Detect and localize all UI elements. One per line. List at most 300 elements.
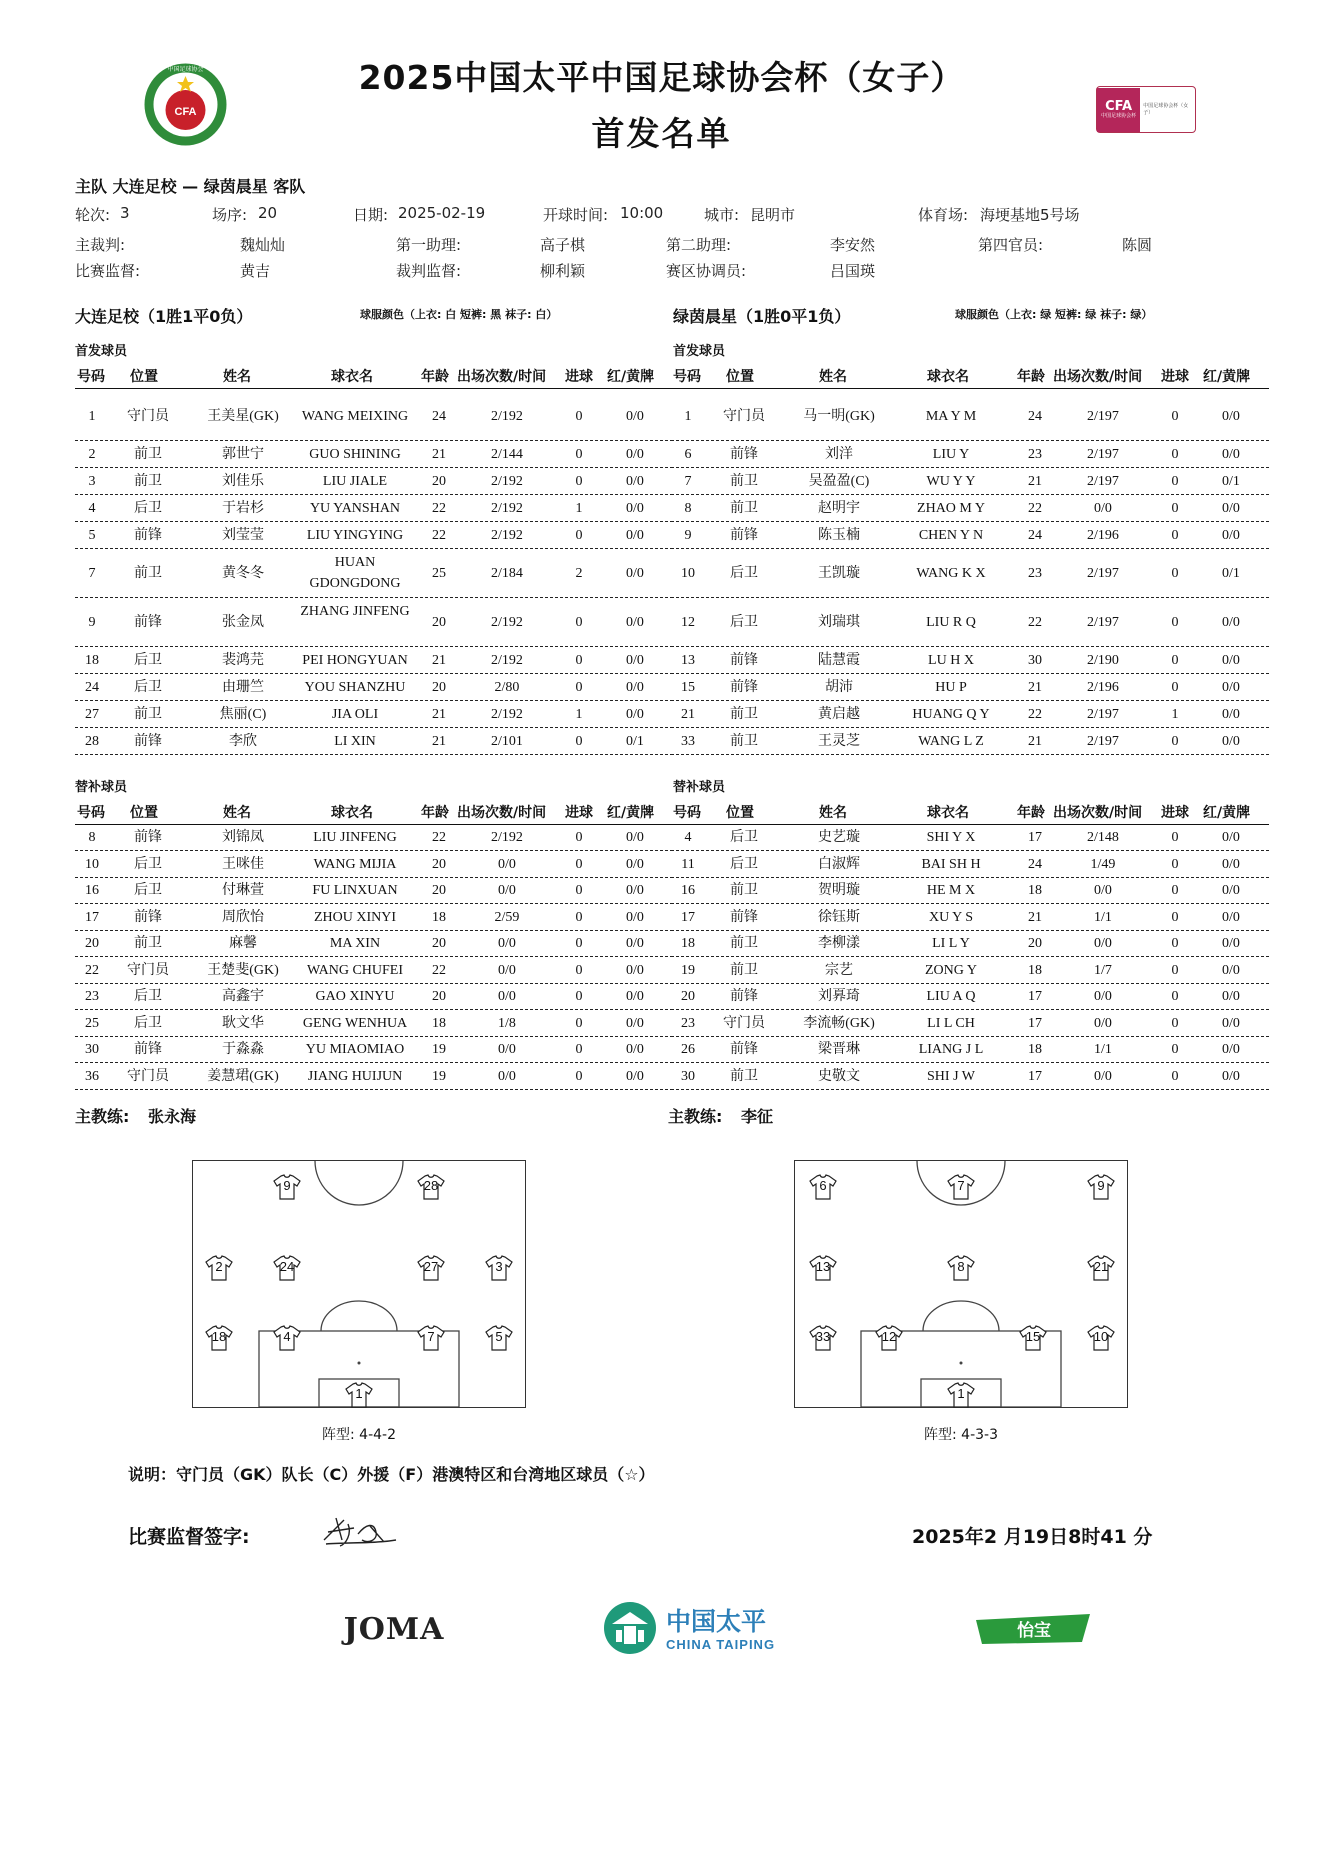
home-starters-age: 21	[432, 447, 446, 462]
home-subs-goals: 0	[575, 1042, 583, 1057]
home-pitch-shirt-number: 24	[279, 1259, 295, 1274]
home-pitch-shirt-number: 5	[495, 1329, 503, 1344]
home-coach-name: 张永海	[148, 1107, 197, 1126]
home-starters-number: 24	[85, 680, 99, 695]
round-value: 3	[120, 204, 130, 222]
home-subs-row-divider	[75, 1062, 673, 1063]
away-starters-age: 30	[1028, 653, 1042, 668]
svg-text:中国太平: 中国太平	[666, 1607, 767, 1636]
home-pitch-shirt-number: 3	[495, 1259, 503, 1274]
away-starters-appearances: 2/197	[1087, 707, 1119, 722]
home-starters-number: 27	[85, 707, 99, 722]
away-subs-name: 贺明璇	[818, 883, 860, 898]
away-subs-row-divider	[671, 1036, 1269, 1037]
home-starters-cards: 0/0	[626, 707, 644, 722]
home-subs-header-rule	[75, 824, 673, 825]
away-starters-age: 24	[1028, 409, 1042, 424]
away-subs-goals: 0	[1171, 1015, 1179, 1031]
away-pitch-shirt-number: 6	[819, 1178, 827, 1193]
away-starters-name: 王凯璇	[818, 566, 860, 581]
away-subs-name: 史敬文	[818, 1068, 860, 1084]
home-subs-cards: 0/0	[626, 1015, 644, 1031]
home-starters-appearances: 2/80	[494, 680, 520, 695]
home-subs-number: 10	[85, 856, 99, 872]
away-starters-header-col-name: 姓名	[819, 369, 847, 385]
away-subs-appearances: 0/0	[1094, 1068, 1112, 1084]
away-subs-cards: 0/0	[1222, 962, 1240, 978]
away-starters-cards: 0/0	[1222, 680, 1240, 695]
home-starters-position: 后卫	[134, 501, 162, 516]
home-subs-age: 20	[432, 883, 446, 898]
away-starters-cards: 0/0	[1222, 409, 1240, 424]
pitch-markings	[193, 1161, 525, 1407]
away-subs-number: 4	[684, 830, 692, 845]
away-subs-header-col-age: 年龄	[1017, 805, 1045, 821]
away-starters-position: 前卫	[730, 474, 758, 489]
home-subs-cards: 0/0	[626, 989, 644, 1004]
away-subs-row-divider	[671, 1009, 1269, 1010]
home-starters-cards: 0/0	[626, 653, 644, 668]
ar2-label: 第二助理:	[666, 236, 732, 254]
home-starters-row-divider	[75, 548, 673, 549]
away-subs-age: 17	[1028, 830, 1042, 845]
home-starters-position: 后卫	[134, 680, 162, 695]
home-subs-position: 前锋	[134, 830, 162, 845]
match-no-label: 场序:	[212, 206, 248, 224]
away-starters-name: 刘瑞琪	[818, 615, 860, 630]
home-starters-row-divider	[75, 440, 673, 441]
home-starters-header-col-shirt-name: 球衣名	[331, 369, 373, 385]
away-pitch-shirt	[809, 1325, 837, 1351]
away-starters-shirt-name: WU Y Y	[926, 474, 976, 489]
home-starters-cards: 0/0	[626, 566, 644, 581]
referee-value: 魏灿灿	[240, 236, 286, 254]
home-pitch-shirt	[273, 1325, 301, 1351]
home-pitch-shirt	[417, 1255, 445, 1281]
away-starters-cards: 0/0	[1222, 707, 1240, 722]
home-starters-cards: 0/0	[626, 447, 644, 462]
away-pitch-shirt	[1019, 1325, 1047, 1351]
away-subs-position: 前卫	[730, 936, 758, 951]
home-pitch-shirt-number: 18	[211, 1329, 227, 1344]
home-starters-appearances: 2/192	[491, 409, 523, 424]
home-subs-number: 17	[85, 909, 99, 925]
home-starters-position: 前卫	[134, 566, 162, 581]
away-subs-name: 刘奡琦	[818, 989, 860, 1004]
away-subs-position: 前卫	[730, 962, 758, 978]
away-pitch-shirt	[809, 1255, 837, 1281]
home-pitch-shirt-number: 28	[423, 1178, 439, 1193]
away-starters-number: 1	[684, 409, 692, 424]
ar1-label: 第一助理:	[396, 236, 462, 254]
home-subs-appearances: 0/0	[498, 989, 516, 1004]
home-pitch-shirt-number: 9	[283, 1178, 291, 1193]
home-subs-header-col-number: 号码	[77, 805, 105, 821]
date-value: 2025-02-19	[398, 204, 486, 222]
home-subs-shirt-name: FU LINXUAN	[312, 883, 398, 898]
home-subs-position: 后卫	[134, 1015, 162, 1031]
home-starters-position: 前卫	[134, 707, 162, 722]
home-subs-position: 前卫	[134, 936, 162, 951]
home-subs-appearances: 0/0	[498, 883, 516, 898]
home-subs-goals: 0	[575, 936, 583, 951]
away-starters-name: 马一明(GK)	[803, 409, 875, 424]
away-starters-header-col-shirt-name: 球衣名	[927, 369, 969, 385]
home-subs-label: 替补球员	[75, 780, 128, 795]
away-subs-name: 白淑辉	[818, 856, 860, 872]
away-starters-number: 12	[681, 615, 695, 630]
away-starters-header-col-cards: 红/黄牌	[1203, 369, 1251, 385]
away-starters-row-divider	[671, 754, 1269, 755]
page-title: 2025中国太平中国足球协会杯（女子）	[358, 58, 965, 97]
away-subs-position: 前锋	[730, 989, 758, 1004]
away-pitch-shirt-number: 12	[881, 1329, 897, 1344]
home-pitch-shirt-number: 1	[355, 1386, 363, 1401]
home-starters-header-col-number: 号码	[77, 369, 105, 385]
away-subs-position: 前卫	[730, 883, 758, 898]
home-starters-appearances: 2/184	[491, 566, 523, 581]
home-subs-shirt-name: WANG MIJIA	[313, 856, 397, 872]
home-starters-cards: 0/0	[626, 615, 644, 630]
away-subs-shirt-name: XU Y S	[928, 909, 974, 925]
away-starters-cards: 0/0	[1222, 734, 1240, 749]
home-starters-label: 首发球员	[75, 344, 128, 359]
svg-text:怡宝: 怡宝	[1017, 1621, 1051, 1641]
home-subs-cards: 0/0	[626, 909, 644, 925]
home-pitch-shirt	[273, 1174, 301, 1200]
home-starters-goals: 0	[575, 680, 583, 695]
home-pitch-shirt	[345, 1382, 373, 1408]
away-subs-age: 24	[1028, 856, 1042, 872]
away-subs-cards: 0/0	[1222, 883, 1240, 898]
home-starters-goals: 0	[575, 409, 583, 424]
away-subs-row-divider	[671, 877, 1269, 878]
home-starters-number: 7	[88, 566, 96, 581]
home-subs-header-col-cards: 红/黄牌	[607, 805, 655, 821]
away-starters-name: 陈玉楠	[818, 528, 860, 543]
away-subs-goals: 0	[1171, 962, 1179, 978]
away-starters-position: 前锋	[730, 528, 758, 543]
away-starters-number: 9	[684, 528, 692, 543]
away-subs-goals: 0	[1171, 856, 1179, 872]
home-starters-name: 黄冬冬	[222, 566, 264, 581]
home-subs-goals: 0	[575, 909, 583, 925]
home-starters-goals: 0	[575, 528, 583, 543]
away-starters-shirt-name: ZHAO M Y	[917, 501, 985, 516]
away-subs-age: 21	[1028, 909, 1042, 925]
home-subs-number: 25	[85, 1015, 99, 1031]
home-starters-number: 9	[88, 615, 96, 630]
home-starters-goals: 1	[575, 707, 583, 722]
away-subs-cards: 0/0	[1222, 856, 1240, 872]
home-subs-number: 20	[85, 936, 99, 951]
away-starters-shirt-name: MA Y M	[925, 409, 977, 424]
teams-line: 主队 大连足校 — 绿茵晨星 客队	[75, 177, 306, 196]
home-pitch-shirt-number: 2	[215, 1259, 223, 1274]
away-pitch-shirt	[809, 1174, 837, 1200]
home-starters-name: 张金凤	[222, 615, 264, 630]
away-starters-row-divider	[671, 727, 1269, 728]
cfa-cup-logo: CFA 中国足球协会杯 中国足球协会杯（女子）	[1096, 86, 1196, 133]
home-subs-age: 20	[432, 936, 446, 951]
away-subs-goals: 0	[1171, 909, 1179, 925]
away-starters-header-col-age: 年龄	[1017, 369, 1045, 385]
away-subs-cards: 0/0	[1222, 909, 1240, 925]
kickoff-value: 10:00	[620, 204, 664, 222]
home-subs-header-col-age: 年龄	[421, 805, 449, 821]
home-starters-shirt-name: PEI HONGYUAN	[302, 653, 408, 668]
home-subs-row-divider	[75, 930, 673, 931]
away-starters-appearances: 2/197	[1087, 734, 1119, 749]
home-subs-appearances: 2/192	[491, 830, 523, 845]
away-starters-number: 15	[681, 680, 695, 695]
home-subs-number: 22	[85, 962, 99, 978]
away-kit: 球服颜色（上衣: 绿 短裤: 绿 袜子: 绿）	[955, 308, 1153, 321]
home-team-title: 大连足校（1胜1平0负）	[75, 307, 253, 326]
home-subs-appearances: 2/59	[494, 909, 520, 925]
home-starters-position: 守门员	[127, 409, 169, 424]
date-label: 日期:	[353, 206, 389, 224]
supervisor-value: 黄吉	[240, 262, 271, 280]
away-starters-number: 33	[681, 734, 695, 749]
home-subs-cards: 0/0	[626, 883, 644, 898]
away-starters-shirt-name: LU H X	[928, 653, 974, 668]
away-starters-row-divider	[671, 548, 1269, 549]
away-subs-header-col-appearances: 出场次数/时间	[1053, 805, 1143, 821]
home-starters-shirt-name: JIA OLI	[331, 707, 379, 722]
home-subs-row-divider	[75, 1009, 673, 1010]
home-starters-goals: 1	[575, 501, 583, 516]
away-subs-number: 11	[681, 856, 695, 872]
away-subs-cards: 0/0	[1222, 1042, 1240, 1057]
away-subs-position: 后卫	[730, 830, 758, 845]
svg-text:CHINA TAIPING: CHINA TAIPING	[666, 1637, 776, 1652]
away-subs-row-divider	[671, 850, 1269, 851]
home-subs-age: 22	[432, 962, 446, 978]
home-subs-appearances: 0/0	[498, 1042, 516, 1057]
home-subs-age: 22	[432, 830, 446, 845]
away-starters-shirt-name: LIU Y	[932, 447, 970, 462]
away-starters-goals: 0	[1171, 409, 1179, 424]
home-subs-position: 前锋	[134, 909, 162, 925]
away-subs-appearances: 0/0	[1094, 989, 1112, 1004]
home-starters-age: 21	[432, 653, 446, 668]
away-subs-header-rule	[671, 824, 1269, 825]
home-starters-number: 3	[88, 474, 96, 489]
home-formation: 阵型: 4-4-2	[322, 1427, 396, 1443]
home-subs-cards: 0/0	[626, 936, 644, 951]
home-starters-cards: 0/0	[626, 680, 644, 695]
away-pitch-shirt-number: 7	[957, 1178, 965, 1193]
venue-value: 海埂基地5号场	[980, 206, 1080, 224]
away-starters-name: 吴盈盈(C)	[808, 474, 870, 489]
home-starters-number: 2	[88, 447, 96, 462]
home-starters-position: 前锋	[134, 528, 162, 543]
home-starters-goals: 0	[575, 474, 583, 489]
home-pitch-shirt-number: 4	[283, 1329, 291, 1344]
away-subs-number: 30	[681, 1068, 695, 1084]
supervisor-label: 比赛监督:	[75, 262, 141, 280]
away-starters-goals: 0	[1171, 447, 1179, 462]
away-subs-shirt-name: ZONG Y	[925, 962, 977, 978]
home-starters-appearances: 2/192	[491, 528, 523, 543]
round-label: 轮次:	[75, 206, 111, 224]
away-starters-name: 胡沛	[825, 680, 853, 695]
home-starters-appearances: 2/192	[491, 501, 523, 516]
away-subs-age: 20	[1028, 936, 1042, 951]
home-subs-number: 23	[85, 989, 99, 1004]
away-starters-goals: 0	[1171, 528, 1179, 543]
home-formation-pitch	[192, 1160, 526, 1408]
away-subs-age: 18	[1028, 883, 1042, 898]
away-formation-pitch	[794, 1160, 1128, 1408]
away-starters-age: 22	[1028, 615, 1042, 630]
away-pitch-shirt	[947, 1382, 975, 1408]
away-subs-shirt-name: LI L CH	[927, 1015, 975, 1031]
home-pitch-shirt	[485, 1325, 513, 1351]
home-starters-age: 20	[432, 474, 446, 489]
home-subs-row-divider	[75, 850, 673, 851]
away-pitch-shirt	[875, 1325, 903, 1351]
home-subs-position: 前锋	[134, 1042, 162, 1057]
away-subs-position: 前锋	[730, 909, 758, 925]
home-starters-position: 前卫	[134, 447, 162, 462]
away-starters-cards: 0/0	[1222, 501, 1240, 516]
home-starters-appearances: 2/192	[491, 474, 523, 489]
away-starters-position: 前锋	[730, 680, 758, 695]
home-pitch-shirt	[205, 1255, 233, 1281]
home-subs-name: 王楚斐(GK)	[207, 962, 279, 978]
home-pitch-shirt	[205, 1325, 233, 1351]
away-subs-header-col-position: 位置	[726, 805, 754, 821]
away-starters-shirt-name: WANG K X	[916, 566, 986, 581]
home-subs-shirt-name: YU MIAOMIAO	[305, 1042, 405, 1057]
away-starters-shirt-name: LIU R Q	[926, 615, 976, 630]
home-subs-number: 30	[85, 1042, 99, 1057]
home-starters-goals: 2	[575, 566, 583, 581]
referee-label: 主裁判:	[75, 236, 126, 254]
home-subs-appearances: 0/0	[498, 856, 516, 872]
away-starters-cards: 0/0	[1222, 528, 1240, 543]
home-starters-name: 李欣	[229, 734, 257, 749]
away-subs-cards: 0/0	[1222, 1015, 1240, 1031]
china-taiping-logo	[598, 1600, 834, 1656]
fourth-official-value: 陈圆	[1122, 236, 1153, 254]
away-subs-age: 17	[1028, 989, 1042, 1004]
away-starters-appearances: 2/197	[1087, 615, 1119, 630]
away-starters-shirt-name: WANG L Z	[918, 734, 984, 749]
away-subs-header-col-cards: 红/黄牌	[1203, 805, 1251, 821]
away-starters-row-divider	[671, 440, 1269, 441]
venue-label: 体育场:	[918, 206, 969, 224]
home-subs-number: 36	[85, 1068, 99, 1084]
away-subs-name: 史艺璇	[818, 830, 860, 845]
away-starters-row-divider	[671, 521, 1269, 522]
home-starters-position: 前卫	[134, 474, 162, 489]
home-subs-appearances: 0/0	[498, 1068, 516, 1084]
away-subs-row-divider	[671, 930, 1269, 931]
home-starters-row-divider	[75, 727, 673, 728]
home-starters-position: 前锋	[134, 734, 162, 749]
home-subs-goals: 0	[575, 1068, 583, 1084]
home-starters-row-divider	[75, 646, 673, 647]
away-subs-goals: 0	[1171, 830, 1179, 845]
home-subs-row-divider	[75, 877, 673, 878]
home-starters-header-col-appearances: 出场次数/时间	[457, 369, 547, 385]
away-starters-cards: 0/0	[1222, 447, 1240, 462]
home-subs-shirt-name: LIU JINFENG	[313, 830, 397, 845]
ar2-value: 李安然	[830, 236, 876, 254]
away-subs-position: 前锋	[730, 1042, 758, 1057]
supervisor-signature	[318, 1510, 400, 1552]
away-subs-number: 20	[681, 989, 695, 1004]
home-subs-name: 付琳萱	[222, 883, 264, 898]
away-starters-goals: 0	[1171, 680, 1179, 695]
away-starters-cards: 0/0	[1222, 653, 1240, 668]
home-pitch-shirt	[485, 1255, 513, 1281]
home-subs-goals: 0	[575, 856, 583, 872]
away-subs-header-col-shirt-name: 球衣名	[927, 805, 969, 821]
away-starters-appearances: 0/0	[1094, 501, 1112, 516]
away-starters-position: 后卫	[730, 615, 758, 630]
home-subs-shirt-name: MA XIN	[329, 936, 381, 951]
away-starters-number: 6	[684, 447, 692, 462]
home-starters-number: 28	[85, 734, 99, 749]
home-starters-header-col-position: 位置	[130, 369, 158, 385]
away-pitch-shirt-number: 8	[957, 1259, 965, 1274]
away-subs-goals: 0	[1171, 936, 1179, 951]
home-starters-age: 20	[432, 680, 446, 695]
away-subs-goals: 0	[1171, 883, 1179, 898]
away-starters-age: 23	[1028, 447, 1042, 462]
home-starters-row-divider	[75, 521, 673, 522]
away-starters-goals: 0	[1171, 653, 1179, 668]
away-starters-position: 前卫	[730, 501, 758, 516]
away-pitch-shirt	[947, 1174, 975, 1200]
home-starters-shirt-name: ZHANG JINFENG	[300, 604, 410, 619]
away-subs-appearances: 1/1	[1094, 1042, 1112, 1057]
away-subs-shirt-name: SHI J W	[927, 1068, 975, 1084]
home-subs-age: 18	[432, 909, 446, 925]
away-subs-name: 李柳漾	[818, 936, 860, 951]
away-subs-row-divider	[671, 956, 1269, 957]
home-subs-name: 耿文华	[222, 1015, 264, 1031]
home-subs-goals: 0	[575, 989, 583, 1004]
home-starters-appearances: 2/192	[491, 707, 523, 722]
home-starters-appearances: 2/101	[491, 734, 523, 749]
away-starters-cards: 0/1	[1222, 474, 1240, 489]
svg-text:JOMA: JOMA	[343, 1612, 445, 1646]
home-starters-age: 24	[432, 409, 446, 424]
away-starters-number: 8	[684, 501, 692, 516]
home-subs-number: 16	[85, 883, 99, 898]
home-starters-shirt-name: YOU SHANZHU	[304, 680, 406, 695]
away-starters-header-col-number: 号码	[673, 369, 701, 385]
away-subs-age: 17	[1028, 1068, 1042, 1084]
away-subs-row-divider	[671, 1062, 1269, 1063]
away-subs-goals: 0	[1171, 989, 1179, 1004]
match-no-value: 20	[258, 204, 278, 222]
away-starters-cards: 0/1	[1222, 566, 1240, 581]
home-subs-cards: 0/0	[626, 856, 644, 872]
away-starters-appearances: 2/197	[1087, 447, 1119, 462]
away-starters-header-col-goals: 进球	[1161, 369, 1189, 385]
home-subs-header-col-shirt-name: 球衣名	[331, 805, 373, 821]
home-subs-shirt-name: GAO XINYU	[315, 989, 395, 1004]
home-starters-goals: 0	[575, 447, 583, 462]
away-subs-number: 16	[681, 883, 695, 898]
away-subs-appearances: 1/1	[1094, 909, 1112, 925]
